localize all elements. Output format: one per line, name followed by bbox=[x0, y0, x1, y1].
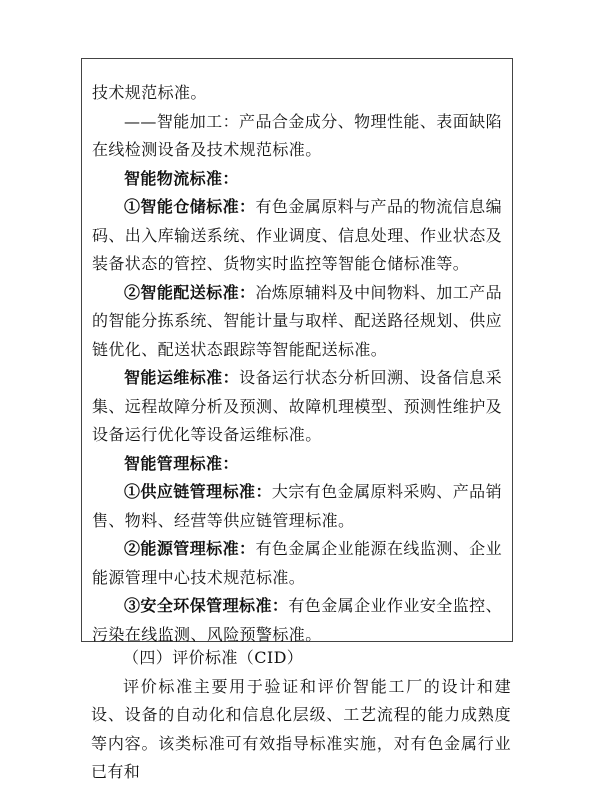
label-smart-storage: ①智能仓储标准： bbox=[124, 197, 256, 216]
text-smart-storage: 有色金属原料与产品的物流信息编码、出入库输送系统、作业调度、信息处理、作业状态及装备状态的管控、货物实时监控等智能仓储标准等。 bbox=[92, 197, 503, 273]
paragraph-safety bbox=[92, 592, 502, 649]
body-section bbox=[91, 644, 511, 787]
heading-smart-logistics: 智能物流标准： bbox=[124, 168, 239, 188]
label-smart-ops: 智能运维标准： bbox=[124, 368, 240, 387]
paragraph-smart-delivery bbox=[92, 279, 502, 365]
label-safety: ③安全环保管理标准： bbox=[124, 596, 289, 615]
bordered-text-box bbox=[81, 58, 513, 642]
paragraph-smart-storage bbox=[92, 193, 502, 279]
text-energy: 有色金属企业能源在线监测、企业能源管理中心技术规范标准。 bbox=[92, 539, 502, 587]
paragraph-supply-chain bbox=[92, 478, 502, 535]
heading-smart-management: 智能管理标准： bbox=[124, 453, 239, 473]
label-smart-delivery: ②智能配送标准： bbox=[124, 282, 256, 302]
paragraph-continuation: 技术规范标准。 bbox=[92, 83, 207, 102]
paragraph-evaluation: 评价标准主要用于验证和评价智能工厂的设计和建设、设备的自动化和信息化层级、工艺流程的能力成熟度等内容。该类标准可有效指导标准实施，对有色金属行业已有和 bbox=[91, 676, 511, 781]
text-safety: 有色金属企业作业安全监控、污染在线监测、风险预警标准。 bbox=[92, 596, 502, 644]
paragraph-smart-ops bbox=[92, 364, 502, 450]
paragraph-smart-processing: ——智能加工：产品合金成分、物理性能、表面缺陷在线检测设备及技术规范标准。 bbox=[92, 111, 502, 159]
label-energy: ②能源管理标准： bbox=[124, 539, 256, 558]
text-supply-chain: 大宗有色金属原料采购、产品销售、物料、经营等供应链管理标准。 bbox=[92, 482, 502, 530]
label-supply-chain: ①供应链管理标准： bbox=[124, 482, 272, 501]
text-smart-ops: 设备运行状态分析回溯、设备信息采集、远程故障分析及预测、故障机理模型、预测性维护及设备运行优化等设备运维标准。 bbox=[92, 368, 503, 444]
section-title: （四）评价标准（CID） bbox=[123, 648, 304, 667]
paragraph-energy bbox=[92, 535, 502, 592]
text-smart-delivery: 冶炼原辅料及中间物料、加工产品的智能分拣系统、智能计量与取样、配送路径规划、供应链优化、配送状态跟踪等智能配送标准。 bbox=[92, 282, 503, 359]
